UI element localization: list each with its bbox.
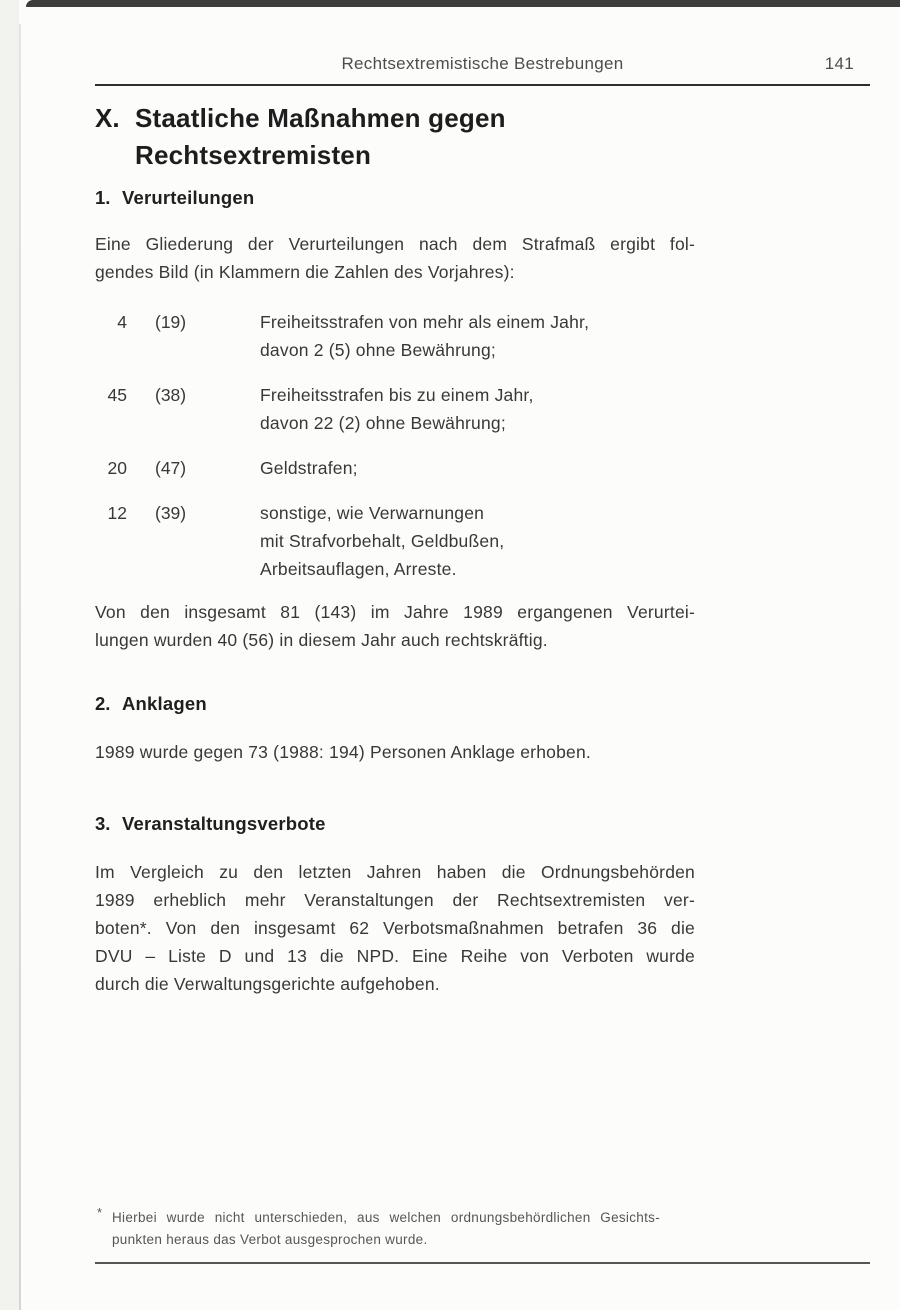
- verurteilungen-intro-paragraph: Eine Gliederung der Verurteilungen nach dem Strafmaß ergibt fol- gendes Bild (in Klammern die Zahlen des Vorjahres):: [95, 234, 695, 282]
- conviction-count: 12: [107, 503, 127, 523]
- chapter-numeral: X.: [95, 103, 120, 133]
- conviction-description: Freiheitsstrafen von mehr als einem Jahr, davon 2 (5) ohne Bewährung;: [260, 312, 590, 360]
- table-row: [95, 381, 715, 437]
- running-head-title: Rechtsextremistische Bestrebungen: [341, 54, 624, 73]
- footnote: [95, 1207, 660, 1250]
- footnote-text: Hierbei wurde nicht unterschieden, aus welchen ordnungsbehördlichen Gesichts- punkten heraus das Verbot ausgesprochen wurde.: [112, 1210, 660, 1247]
- section-heading-anklagen: [95, 692, 207, 716]
- convictions-table: [95, 308, 715, 583]
- verurteilungen-summary-paragraph: Von den insgesamt 81 (143) im Jahre 1989 ergangenen Verurtei- lungen wurden 40 (56) in diesem Jahr auch rechtskräftig.: [95, 602, 695, 650]
- conviction-count: 45: [107, 385, 127, 405]
- footer-rule: [95, 1262, 870, 1264]
- previous-year-count: (39): [155, 503, 187, 523]
- conviction-description: Freiheitsstrafen bis zu einem Jahr, davon 22 (2) ohne Bewährung;: [260, 385, 534, 433]
- section-label: Veranstaltungsverbote: [122, 813, 326, 834]
- section-number: 2.: [95, 693, 111, 714]
- chapter-heading: [95, 100, 506, 174]
- previous-year-count: (38): [155, 385, 187, 405]
- table-row: [95, 454, 715, 482]
- section-heading-verurteilungen: [95, 186, 254, 210]
- scan-top-edge: [26, 0, 900, 7]
- conviction-description: sonstige, wie Verwarnungen mit Strafvorbehalt, Geldbußen, Arbeitsauflagen, Arreste.: [260, 503, 505, 579]
- conviction-description: Geldstrafen;: [260, 458, 358, 478]
- section-number: 3.: [95, 813, 111, 834]
- veranstaltungsverbote-paragraph: Im Vergleich zu den letzten Jahren haben die Ordnungsbehörden 1989 erheblich mehr Veranstaltungen der Rechtsextremisten ver- boten*. Von den insgesamt 62 Verbotsmaßnahmen betrafen 36 die DVU – Liste D und 13 die NPD. Eine Reihe von Verboten wurde durch die Verwaltungsgerichte aufgehoben.: [95, 862, 695, 994]
- previous-year-count: (47): [155, 458, 187, 478]
- section-number: 1.: [95, 187, 111, 208]
- scan-left-margin: [0, 0, 19, 1310]
- section-heading-veranstaltungsverbote: [95, 812, 326, 836]
- anklagen-paragraph: 1989 wurde gegen 73 (1988: 194) Personen Anklage erhoben.: [95, 742, 591, 762]
- running-head: [95, 52, 870, 76]
- table-row: [95, 499, 715, 583]
- header-rule: [95, 84, 870, 86]
- chapter-title: Staatliche Maßnahmen gegen Rechtsextremisten: [135, 103, 506, 170]
- section-label: Verurteilungen: [122, 187, 255, 208]
- footnote-asterisk: *: [97, 1205, 103, 1220]
- conviction-count: 4: [117, 312, 127, 332]
- conviction-count: 20: [107, 458, 127, 478]
- previous-year-count: (19): [155, 312, 187, 332]
- table-row: [95, 308, 715, 364]
- scan-page-edge-shadow: [19, 24, 21, 1310]
- section-label: Anklagen: [122, 693, 207, 714]
- page-number: 141: [824, 54, 854, 73]
